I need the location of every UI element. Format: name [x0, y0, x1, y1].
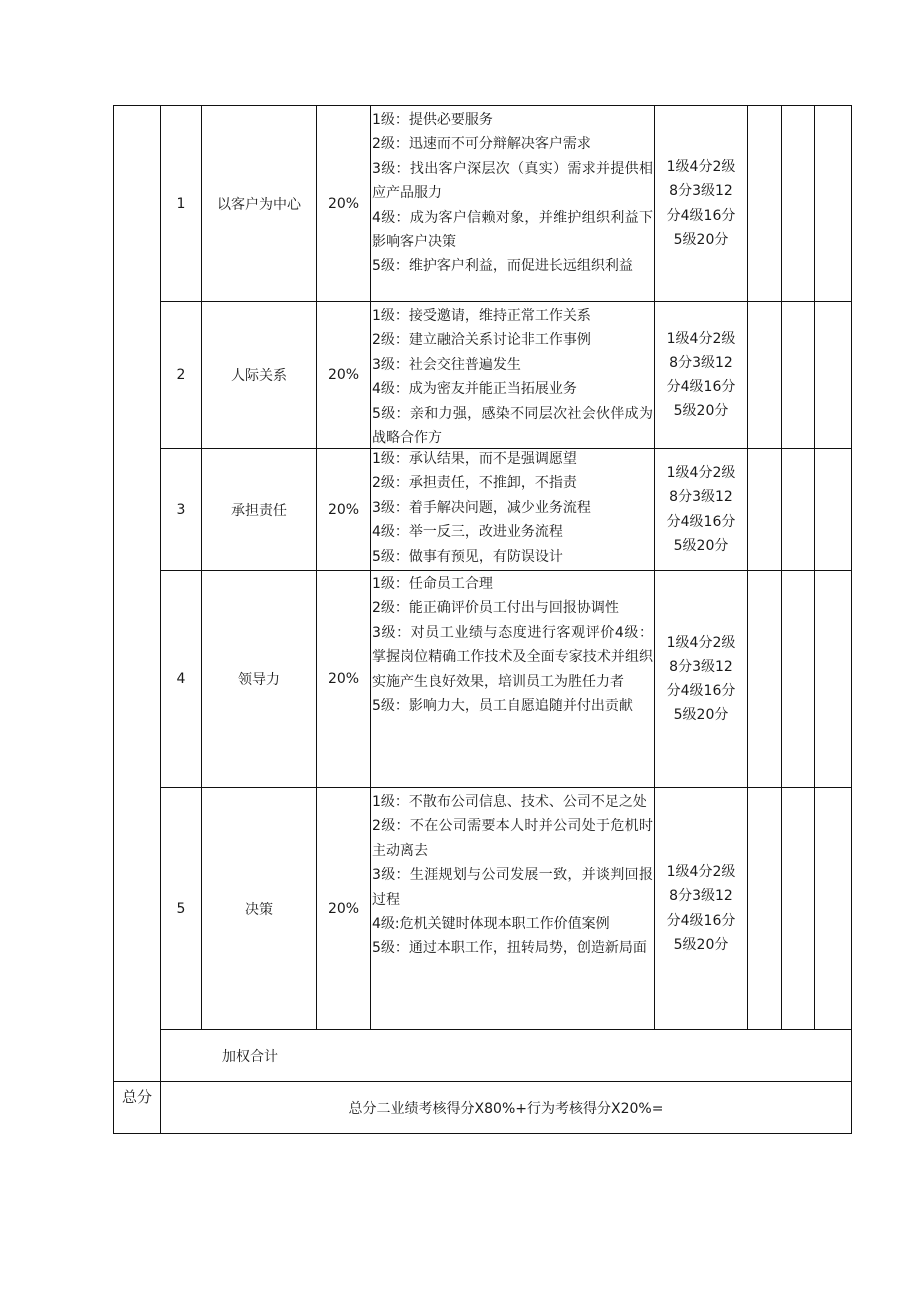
scoring-line: 5级20分	[673, 707, 729, 724]
scoring-line: 5级20分	[673, 231, 729, 248]
criteria-line: 5级：亲和力强，感染不同层次社会伙伴成为战略合作方	[372, 405, 653, 447]
scoring-line: 5级20分	[673, 403, 729, 420]
criteria-line: 2级：承担责任，不推卸，不指责	[372, 475, 577, 492]
scoring-line: 5级20分	[673, 537, 729, 554]
scoring-line: 分4级16分	[666, 683, 736, 699]
scoring-rule	[655, 788, 747, 1029]
criteria-line: 2级：不在公司需要本人时并公司处于危机时主动离去	[372, 818, 653, 859]
criteria-line: 1级：任命员工合理	[372, 576, 493, 592]
criteria-line: 3级：着手解决问题，减少业务流程	[372, 499, 591, 516]
criteria-line: 3级：社会交往普遍发生	[372, 356, 521, 373]
criteria-line: 5级：通过本职工作，扭转局势，创造新局面	[372, 940, 647, 957]
table-right-border	[851, 105, 852, 1134]
level-criteria	[372, 304, 653, 448]
scoring-line: 1级4分2级	[666, 634, 736, 651]
competency-name: 承担责任	[231, 502, 287, 519]
competency-name: 决策	[245, 901, 273, 918]
competency-name: 人际关系	[231, 368, 287, 384]
row-index: 4	[176, 671, 186, 687]
criteria-line: 2级：迅速而不可分辩解决客户需求	[372, 136, 591, 153]
total-label: 总分	[121, 1087, 152, 1106]
level-criteria	[372, 572, 653, 787]
scoring-line: 8分3级12	[669, 489, 733, 506]
row-index: 3	[176, 501, 186, 518]
scoring-line: 分4级16分	[666, 207, 736, 224]
criteria-line: 3级：对员工业绩与态度进行客观评价4级：掌握岗位精确工作技术及全面专家技术并组织实施产生良好效果，培训员工为胜任力者	[372, 624, 653, 690]
column-divider	[814, 105, 815, 1030]
scoring-line: 8分3级12	[669, 183, 733, 200]
row-index: 2	[176, 367, 186, 383]
criteria-line: 4级：举一反三，改进业务流程	[372, 524, 563, 541]
competency-name: 领导力	[238, 672, 280, 688]
scoring-line: 分4级16分	[666, 513, 736, 530]
table-bottom-border	[113, 1133, 852, 1134]
criteria-line: 4级：成为密友并能正当拓展业务	[372, 381, 577, 398]
criteria-line: 3级：生涯规划与公司发展一致，并谈判回报过程	[372, 867, 653, 908]
scoring-line: 分4级16分	[666, 379, 736, 395]
row-index: 1	[176, 195, 186, 212]
competency-name: 以客户为中心	[217, 196, 301, 213]
scoring-rule	[655, 302, 747, 448]
level-criteria	[372, 447, 653, 570]
level-criteria	[372, 108, 653, 301]
criteria-line: 5级：做事有预见，有防误设计	[372, 548, 563, 565]
competency-weight: 20%	[327, 195, 360, 212]
scoring-line: 1级4分2级	[666, 159, 736, 176]
criteria-line: 3级：找出客户深层次（真实）需求并提供相应产品服力	[372, 160, 653, 202]
weighted-total-label: 加权合计	[222, 1048, 278, 1065]
scoring-line: 分4级16分	[666, 912, 736, 929]
scoring-line: 1级4分2级	[666, 864, 736, 881]
row-index: 5	[176, 900, 186, 917]
scoring-line: 8分3级12	[669, 354, 733, 371]
scoring-line: 8分3级12	[669, 888, 733, 905]
column-divider	[747, 105, 748, 1030]
criteria-line: 2级：能正确评价员工付出与回报协调性	[372, 600, 619, 617]
criteria-line: 5级：维护客户利益，而促进长远组织利益	[372, 258, 633, 275]
criteria-line: 1级：不散布公司信息、技术、公司不足之处	[372, 794, 647, 810]
level-criteria	[372, 790, 653, 1029]
total-formula: 总分二业绩考核得分X80%+行为考核得分X20%=	[348, 1100, 664, 1117]
table-left-border	[113, 105, 114, 1134]
criteria-line: 1级：接受邀请，维持正常工作关系	[372, 308, 591, 324]
column-divider	[781, 105, 782, 1030]
scoring-rule	[655, 449, 747, 570]
scoring-line: 5级20分	[673, 936, 729, 953]
criteria-line: 2级：建立融洽关系讨论非工作事例	[372, 332, 591, 349]
competency-weight: 20%	[327, 367, 360, 383]
scoring-line: 1级4分2级	[666, 465, 736, 482]
criteria-line: 1级：提供必要服务	[372, 112, 493, 128]
scoring-rule	[655, 571, 747, 787]
criteria-line: 4级：成为客户信赖对象，并维护组织利益下影响客户决策	[372, 209, 653, 251]
scoring-rule	[655, 106, 747, 301]
criteria-line: 4级:危机关键时体现本职工作价值案例	[372, 916, 610, 933]
criteria-line: 1级：承认结果，而不是强调愿望	[372, 451, 577, 467]
criteria-line: 5级：影响力大，员工自愿追随并付出贡献	[372, 698, 633, 715]
scoring-line: 1级4分2级	[666, 330, 736, 347]
column-divider	[370, 105, 371, 1030]
scoring-line: 8分3级12	[669, 658, 733, 675]
competency-weight: 20%	[327, 501, 360, 518]
competency-weight: 20%	[327, 671, 360, 687]
competency-weight: 20%	[327, 900, 360, 917]
